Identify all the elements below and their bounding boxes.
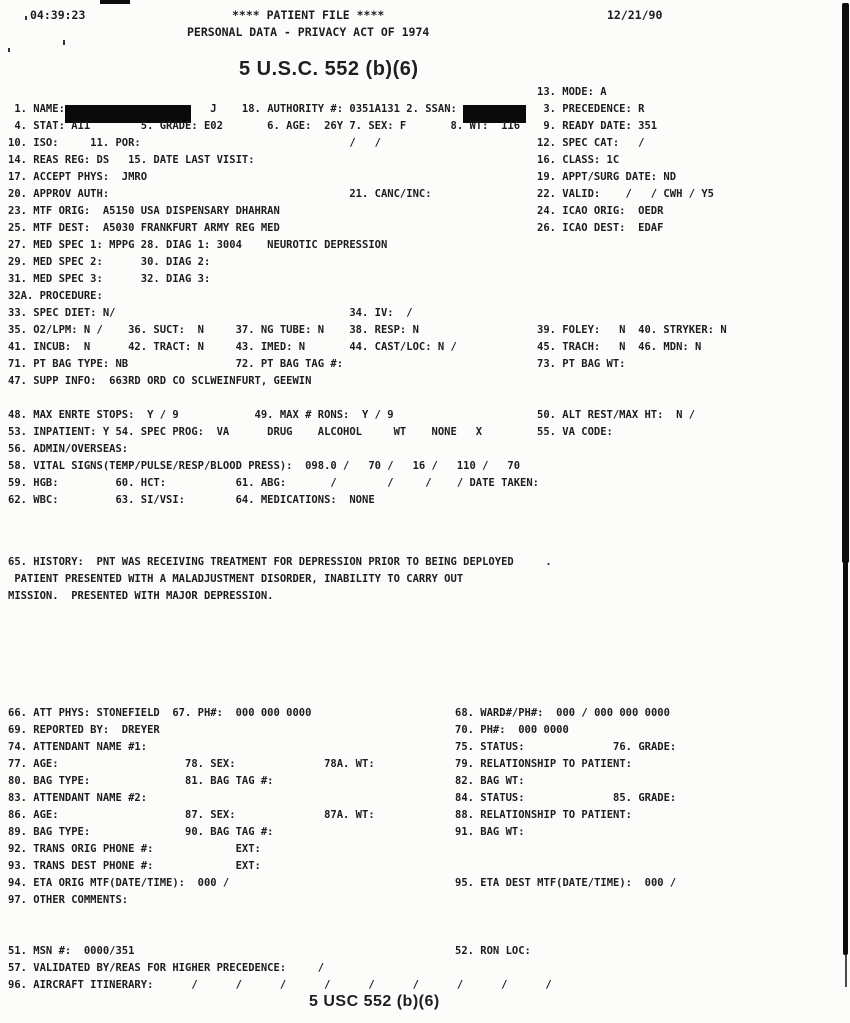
- form-line: [8, 288, 539, 305]
- form-line-right: 95. ETA DEST MTF(DATE/TIME): 000 /: [455, 877, 677, 889]
- form-line-left: 20. APPROV AUTH: 21. CANC/INC:: [8, 188, 432, 200]
- form-line: [8, 722, 569, 739]
- form-line: [8, 237, 539, 254]
- form-line: [8, 892, 375, 909]
- form-line: [8, 424, 613, 441]
- form-line: [8, 220, 664, 237]
- form-line: [8, 152, 620, 169]
- form-line-left: 93. TRANS DEST PHONE #: EXT:: [8, 860, 261, 872]
- form-line: [8, 390, 539, 407]
- form-line-left: 59. HGB: 60. HCT: 61. ABG: / / / / DATE TAKEN:: [8, 477, 540, 489]
- form-line-right: 70. PH#: 000 0000: [455, 724, 569, 736]
- form-line-left: 57. VALIDATED BY/REAS FOR HIGHER PRECEDENCE: /: [8, 962, 325, 974]
- form-line: [8, 305, 539, 322]
- form-line-left: 35. O2/LPM: N / 36. SUCT: N 37. NG TUBE: N 38. RESP: N: [8, 324, 419, 336]
- form-line: [8, 739, 677, 756]
- form-line: [8, 186, 715, 203]
- form-line: [8, 960, 552, 977]
- form-line: [8, 356, 626, 373]
- print-time: 04:39:23: [30, 8, 86, 22]
- form-line: [8, 475, 539, 492]
- form-section-footer: [8, 943, 552, 994]
- form-line-right: 52. RON LOC:: [455, 945, 531, 957]
- form-line-left: 66. ATT PHYS: STONEFIELD 67. PH#: 000 000 0000: [8, 707, 312, 719]
- form-line: [8, 807, 633, 824]
- form-line-right: 19. APPT/SURG DATE: ND: [537, 171, 677, 183]
- form-line: [8, 407, 696, 424]
- form-line-right: 50. ALT REST/MAX HT: N /: [537, 409, 696, 421]
- form-line-left: 71. PT BAG TYPE: NB 72. PT BAG TAG #:: [8, 358, 344, 370]
- form-line: [8, 875, 677, 892]
- form-line: [8, 790, 677, 807]
- form-line-right: 13. MODE: A: [537, 86, 607, 98]
- form-line: [8, 554, 552, 571]
- page-title: **** PATIENT FILE ****: [232, 8, 385, 22]
- form-line: [8, 705, 670, 722]
- form-line-left: 14. REAS REG: DS 15. DATE LAST VISIT:: [8, 154, 255, 166]
- form-line: [8, 101, 645, 118]
- scan-speck-artifact: [25, 16, 27, 20]
- form-line-right: 12. SPEC CAT: /: [537, 137, 645, 149]
- scan-speck-artifact: [8, 48, 10, 52]
- form-line-right: 75. STATUS: 76. GRADE:: [455, 741, 677, 753]
- form-line-left: 4. STAT: A11 5. GRADE: E02 6. AGE: 26Y 7. SEX: F 8. WT: 116: [8, 120, 521, 132]
- form-line-left: 33. SPEC DIET: N/ 34. IV: /: [8, 307, 413, 319]
- form-line: [8, 271, 539, 288]
- form-line-left: 53. INPATIENT: Y 54. SPEC PROG: VA DRUG ALCOHOL WT NONE X: [8, 426, 483, 438]
- privacy-stamp-bottom: 5 USC 552 (b)(6): [309, 993, 440, 1010]
- form-section-attendants: [8, 705, 677, 909]
- form-line-right: 73. PT BAG WT:: [537, 358, 626, 370]
- form-line: [8, 135, 645, 152]
- form-line-right: 84. STATUS: 85. GRADE:: [455, 792, 677, 804]
- form-line-left: 47. SUPP INFO: 663RD ORD CO SCLWEINFURT, GEEWIN: [8, 375, 312, 387]
- form-line: [8, 571, 552, 588]
- form-line-left: 89. BAG TYPE: 90. BAG TAG #:: [8, 826, 274, 838]
- form-line-left: 32A. PROCEDURE:: [8, 290, 103, 302]
- form-line: [8, 756, 633, 773]
- form-line-left: 1. NAME: J 18. AUTHORITY #: 0351A131 2. SSAN:: [8, 103, 526, 115]
- form-line: [8, 339, 702, 356]
- form-line-left: 96. AIRCRAFT ITINERARY: / / / / / / / / /: [8, 979, 552, 991]
- form-line: [8, 858, 375, 875]
- page-subtitle: PERSONAL DATA - PRIVACY ACT OF 1974: [187, 25, 430, 39]
- form-line: [8, 118, 658, 135]
- form-line-left: 97. OTHER COMMENTS:: [8, 894, 129, 906]
- form-line-left: 25. MTF DEST: A5030 FRANKFURT ARMY REG MED: [8, 222, 280, 234]
- form-line: [8, 322, 727, 339]
- form-line-right: 16. CLASS: 1C: [537, 154, 620, 166]
- scan-speck-artifact: [63, 40, 65, 45]
- form-line-left: 17. ACCEPT PHYS: JMRO: [8, 171, 148, 183]
- form-line-right: 45. TRACH: N 46. MDN: N: [537, 341, 702, 353]
- form-line-left: 77. AGE: 78. SEX: 78A. WT:: [8, 758, 375, 770]
- scan-smudge-artifact: [100, 0, 130, 4]
- form-line: [8, 441, 539, 458]
- form-line: [8, 824, 525, 841]
- form-line-left: 48. MAX ENRTE STOPS: Y / 9 49. MAX # RONS: Y / 9: [8, 409, 394, 421]
- form-line-right: 91. BAG WT:: [455, 826, 525, 838]
- form-line: [8, 203, 664, 220]
- form-line: [8, 977, 552, 994]
- form-line-left: 65. HISTORY: PNT WAS RECEIVING TREATMENT FOR DEPRESSION PRIOR TO BEING DEPLOYED .: [8, 556, 552, 568]
- form-line-right: 22. VALID: / / CWH / Y5: [537, 188, 715, 200]
- form-line: [8, 84, 607, 101]
- scan-edge-artifact: [842, 3, 849, 563]
- print-date: 12/21/90: [607, 8, 663, 22]
- form-line-left: MISSION. PRESENTED WITH MAJOR DEPRESSION.: [8, 590, 274, 602]
- form-line-left: 51. MSN #: 0000/351: [8, 945, 135, 957]
- form-line: [8, 254, 539, 271]
- form-line-left: 56. ADMIN/OVERSEAS:: [8, 443, 129, 455]
- form-line-right: 55. VA CODE:: [537, 426, 613, 438]
- form-line-left: 74. ATTENDANT NAME #1:: [8, 741, 148, 753]
- form-line-left: PATIENT PRESENTED WITH A MALADJUSTMENT DISORDER, INABILITY TO CARRY OUT: [8, 573, 464, 585]
- form-line-left: 10. ISO: 11. POR: / /: [8, 137, 381, 149]
- form-line-left: 83. ATTENDANT NAME #2:: [8, 792, 148, 804]
- form-line-left: 62. WBC: 63. SI/VSI: 64. MEDICATIONS: NONE: [8, 494, 375, 506]
- form-line: [8, 943, 552, 960]
- form-line-left: 29. MED SPEC 2: 30. DIAG 2:: [8, 256, 211, 268]
- form-line: [8, 492, 539, 509]
- form-line-right: 26. ICAO DEST: EDAF: [537, 222, 664, 234]
- form-line: [8, 458, 539, 475]
- form-line-left: 80. BAG TYPE: 81. BAG TAG #:: [8, 775, 274, 787]
- form-line-right: 39. FOLEY: N 40. STRYKER: N: [537, 324, 727, 336]
- form-line-left: 58. VITAL SIGNS(TEMP/PULSE/RESP/BLOOD PRESS): 098.0 / 70 / 16 / 110 / 70: [8, 460, 521, 472]
- scan-edge-artifact: [843, 560, 848, 955]
- form-line: [8, 773, 525, 790]
- form-line-right: 24. ICAO ORIG: OEDR: [537, 205, 664, 217]
- form-line: [8, 841, 375, 858]
- form-line-left: 86. AGE: 87. SEX: 87A. WT:: [8, 809, 375, 821]
- form-section-main: [8, 84, 727, 509]
- form-line: [8, 588, 552, 605]
- form-line: [8, 169, 677, 186]
- form-line-right: 68. WARD#/PH#: 000 / 000 000 0000: [455, 707, 670, 719]
- form-line-left: 23. MTF ORIG: A5150 USA DISPENSARY DHAHRAN: [8, 205, 280, 217]
- form-line: [8, 373, 539, 390]
- form-line-left: 41. INCUB: N 42. TRACT: N 43. IMED: N 44. CAST/LOC: N /: [8, 341, 457, 353]
- form-line-right: 88. RELATIONSHIP TO PATIENT:: [455, 809, 633, 821]
- form-line-left: 31. MED SPEC 3: 32. DIAG 3:: [8, 273, 211, 285]
- scan-edge-artifact: [845, 955, 847, 987]
- form-line-right: 82. BAG WT:: [455, 775, 525, 787]
- form-line-left: 27. MED SPEC 1: MPPG 28. DIAG 1: 3004 NEUROTIC DEPRESSION: [8, 239, 388, 251]
- form-line-left: 69. REPORTED BY: DREYER: [8, 724, 160, 736]
- form-line-left: 92. TRANS ORIG PHONE #: EXT:: [8, 843, 261, 855]
- privacy-stamp-top: 5 U.S.C. 552 (b)(6): [239, 58, 419, 80]
- form-line-right: 9. READY DATE: 351: [537, 120, 658, 132]
- form-line-right: 79. RELATIONSHIP TO PATIENT:: [455, 758, 633, 770]
- form-line-left: 94. ETA ORIG MTF(DATE/TIME): 000 /: [8, 877, 230, 889]
- form-section-history: [8, 554, 552, 605]
- form-line-right: 3. PRECEDENCE: R: [537, 103, 645, 115]
